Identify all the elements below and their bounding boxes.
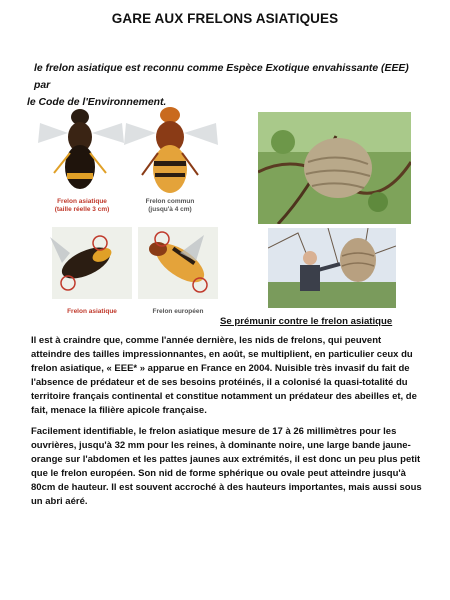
page-title: GARE AUX FRELONS ASIATIQUES	[111, 11, 339, 26]
common-label-1: Frelon commun	[145, 198, 195, 205]
paragraph-2: Facilement identifiable, le frelon asiatique mesure de 17 à 26 millimètres pour les ouvrières, jusqu'à 32 mm pour les reines, à dominante noire, une large bande jaune-orange sur l'abdomen et les pattes jaunes aux extrémités, il est donc un peu plus petit que le frelon européen. Son nid de forme sphérique ou ovale peut atteindre jusqu'à 80cm de hauteur. Il est souvent accroché à des hauteurs importantes, mais aussi sous un abri aéré.	[31, 426, 422, 507]
intro-line-1: le frelon asiatique est reconnu comme Espèce Exotique envahissante (EEE) par	[34, 63, 409, 91]
nest-removal-photo	[268, 228, 396, 308]
hornet-comparison-figure	[30, 103, 226, 318]
asian-hornet-illustration	[38, 109, 124, 189]
asian-label-1: Frelon asiatique	[57, 198, 107, 205]
bottom-right-label: Frelon européen	[152, 308, 204, 315]
common-hornet-illustration	[124, 107, 218, 193]
bottom-left-label: Frelon asiatique	[67, 308, 117, 315]
intro-line-2: le Code de l'Environnement.	[27, 97, 167, 108]
asian-label-2: (taille réelle 3 cm)	[54, 206, 110, 213]
hornet-nest-photo	[258, 112, 411, 224]
asian-hornet-photo	[50, 227, 132, 299]
common-label-2: (jusqu'à 4 cm)	[148, 206, 192, 213]
european-hornet-photo	[138, 227, 218, 299]
paragraph-1: Il est à craindre que, comme l'année dernière, les nids de frelons, qui peuvent atteindre des tailles impressionnantes, en août, se multiplient, en particulier ceux du frelon asiatique, « EEE* » apparue en France en 2004. Nuisible très invasif du fait de l'absence de prédateur et de ses besoins protéinés, il a colonisé la quasi-totalité du territoire français continental et constitue notamment un prédateur des abeilles et, de fait, menace la filière apicole française.	[31, 335, 417, 416]
figure-caption: Se prémunir contre le frelon asiatique	[220, 316, 393, 327]
